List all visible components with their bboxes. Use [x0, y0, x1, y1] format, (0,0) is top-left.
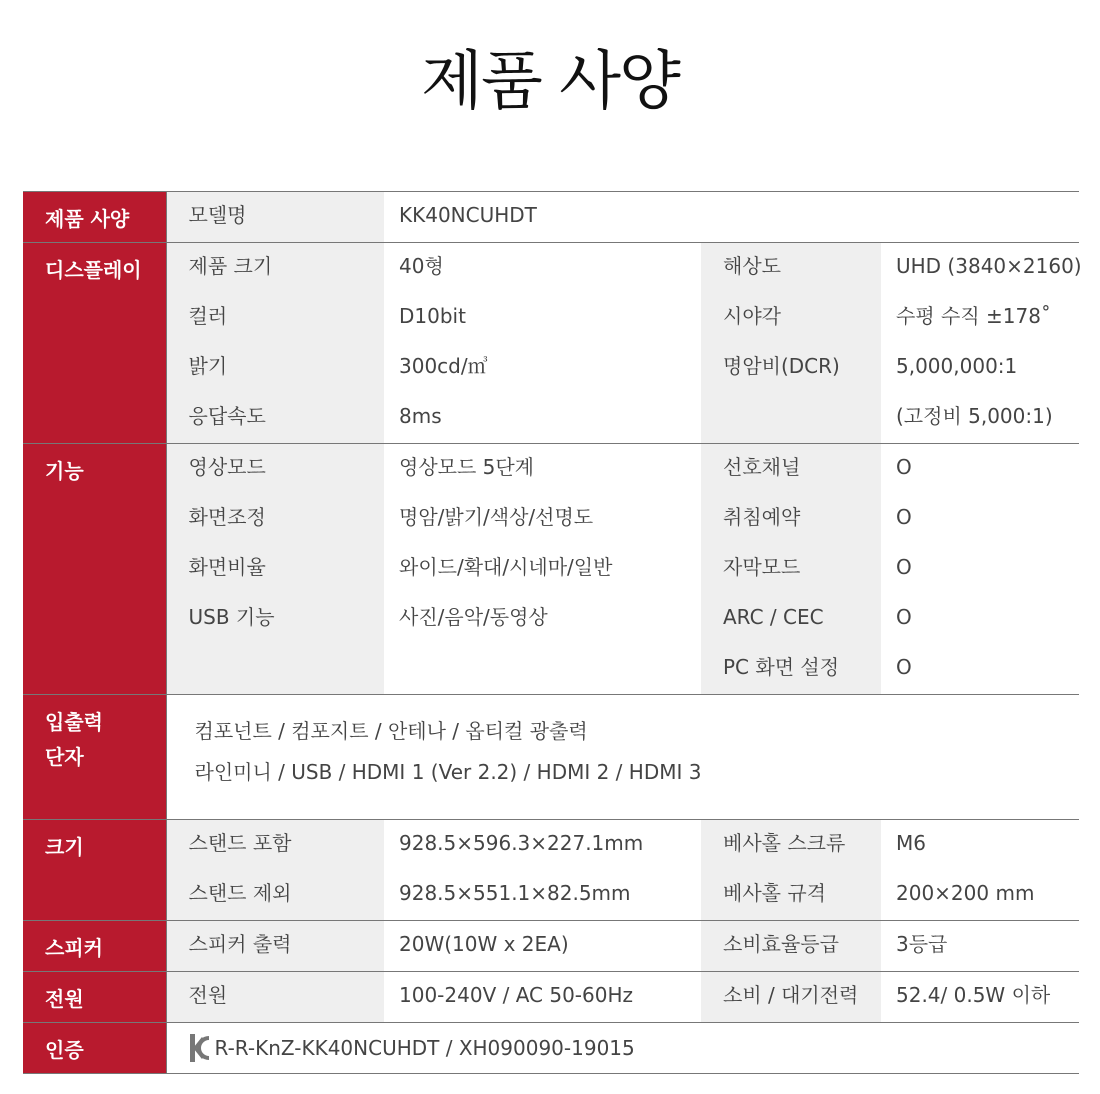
spec-label — [166, 544, 384, 594]
spec-value — [384, 393, 701, 444]
spec-label-text: 소비 / 대기전력 — [723, 983, 859, 1007]
spec-label — [701, 921, 881, 972]
spec-label — [701, 494, 881, 544]
spec-value-text: O — [896, 655, 912, 679]
spec-label-text: 해상도 — [723, 254, 781, 278]
category-cell — [23, 1023, 166, 1074]
category-label: 인증 — [45, 1038, 84, 1062]
spec-value — [384, 870, 701, 921]
spec-value-text — [384, 644, 701, 694]
spec-label — [701, 594, 881, 644]
spec-value — [384, 644, 701, 695]
spec-label-text: 영상모드 — [188, 455, 266, 479]
spec-label — [166, 594, 384, 644]
category-label: 제품 사양 — [45, 207, 130, 231]
spec-label — [166, 243, 384, 294]
spec-value-text: D10bit — [399, 304, 466, 328]
category-label: 전원 — [45, 987, 84, 1011]
spec-label — [701, 393, 881, 444]
spec-value — [384, 293, 701, 343]
spec-value-text: O — [896, 555, 912, 579]
spec-value-text: 명암/밝기/색상/선명도 — [399, 505, 594, 529]
spec-value-text: 영상모드 5단계 — [399, 455, 535, 479]
category-cell — [23, 972, 166, 1023]
spec-label-text: 자막모드 — [723, 555, 801, 579]
spec-row — [23, 644, 1079, 695]
spec-label-text: PC 화면 설정 — [723, 655, 840, 679]
spec-value-text: 300cd/㎥ — [399, 354, 488, 378]
spec-value-text: 3등급 — [896, 932, 948, 956]
spec-value-text: 5,000,000:1 — [896, 354, 1018, 378]
spec-section-cert — [23, 1023, 1079, 1074]
spec-row — [23, 393, 1079, 444]
spec-value — [881, 820, 1079, 871]
spec-label — [166, 644, 384, 695]
spec-row — [23, 444, 1079, 495]
category-cell — [23, 921, 166, 972]
category-label: 크기 — [45, 835, 84, 859]
spec-label-text: 명암비(DCR) — [723, 354, 840, 378]
spec-label — [166, 921, 384, 972]
spec-section-io — [23, 695, 1079, 820]
category-cell — [23, 243, 166, 444]
spec-value — [881, 544, 1079, 594]
spec-label-text — [167, 644, 385, 694]
spec-label-text: 선호채널 — [723, 455, 801, 479]
spec-value — [881, 494, 1079, 544]
spec-value-text: 928.5×596.3×227.1mm — [399, 831, 644, 855]
spec-label-text: 전원 — [188, 983, 228, 1007]
spec-label — [166, 293, 384, 343]
spec-value — [881, 870, 1079, 921]
spec-value-text: O — [896, 455, 912, 479]
category-cell — [23, 192, 166, 243]
spec-label — [701, 444, 881, 495]
spec-label — [701, 544, 881, 594]
spec-row — [23, 544, 1079, 594]
spec-value — [881, 343, 1079, 393]
spec-label-text: 베사홀 규격 — [723, 881, 826, 905]
spec-label — [166, 192, 384, 243]
spec-row — [23, 594, 1079, 644]
spec-label-text — [701, 393, 881, 443]
spec-value-text: O — [896, 605, 912, 629]
spec-label-text: 스피커 출력 — [188, 932, 292, 956]
spec-row — [23, 192, 1079, 243]
spec-value-text: M6 — [896, 831, 926, 855]
spec-label-text: 스탠드 포함 — [188, 831, 292, 855]
io-line: 라인미니 / USB / HDMI 1 (Ver 2.2) / HDMI 2 / HDMI 3 — [194, 760, 702, 784]
cert-cell — [166, 1023, 1079, 1074]
spec-label — [166, 820, 384, 871]
spec-label — [166, 393, 384, 444]
spec-value-text: 사진/음악/동영상 — [399, 605, 548, 629]
spec-label-text: 응답속도 — [188, 404, 266, 428]
spec-label-text: 취침예약 — [723, 505, 801, 529]
spec-value — [881, 444, 1079, 495]
spec-value — [384, 343, 701, 393]
category-label: 디스플레이 — [45, 258, 142, 282]
category-cell — [23, 695, 166, 820]
io-line: 컴포넌트 / 컴포지트 / 안테나 / 옵티컬 광출력 — [194, 719, 588, 743]
spec-value-text: 200×200 mm — [896, 881, 1035, 905]
spec-label-text: 시야각 — [723, 304, 781, 328]
spec-value — [384, 243, 701, 294]
spec-value — [881, 594, 1079, 644]
spec-label-text: 밝기 — [188, 354, 228, 378]
spec-value-text: O — [896, 505, 912, 529]
spec-value — [384, 921, 701, 972]
spec-value-text: 수평 수직 ±178˚ — [896, 304, 1051, 328]
spec-value-text: 52.4/ 0.5W 이하 — [896, 983, 1051, 1007]
spec-value — [881, 972, 1079, 1023]
spec-row — [23, 820, 1079, 871]
spec-label — [166, 972, 384, 1023]
spec-value-text: KK40NCUHDT — [399, 203, 537, 227]
spec-label-text: USB 기능 — [188, 605, 275, 629]
spec-value — [881, 293, 1079, 343]
spec-value — [384, 444, 701, 495]
cert-number: R-R-KnZ-KK40NCUHDT / XH090090-19015 — [214, 1036, 635, 1060]
category-label: 입출력 단자 — [45, 710, 103, 769]
spec-row — [23, 243, 1079, 294]
io-cell — [166, 695, 1079, 820]
spec-row — [23, 343, 1079, 393]
spec-value — [384, 544, 701, 594]
spec-label-text: 화면조정 — [188, 505, 266, 529]
spec-label — [701, 644, 881, 695]
spec-value — [881, 243, 1082, 294]
spec-value — [384, 192, 1079, 243]
spec-label-text: 베사홀 스크류 — [723, 831, 846, 855]
spec-value-text: 와이드/확대/시네마/일반 — [399, 555, 613, 579]
spec-label — [701, 243, 881, 294]
spec-row — [23, 870, 1079, 921]
spec-value — [384, 972, 701, 1023]
spec-row — [23, 293, 1079, 343]
spec-table — [23, 191, 1082, 1074]
spec-value — [384, 820, 701, 871]
spec-row — [23, 494, 1079, 544]
spec-value — [384, 494, 701, 544]
category-cell — [23, 444, 166, 695]
page-title: 제품 사양 — [421, 45, 679, 119]
category-label: 스피커 — [45, 936, 103, 960]
category-label: 기능 — [45, 459, 84, 483]
spec-value-text: (고정비 5,000:1) — [896, 404, 1053, 428]
spec-label-text: 화면비율 — [188, 555, 266, 579]
spec-label — [166, 870, 384, 921]
spec-label-text: ARC / CEC — [723, 605, 824, 629]
spec-label — [701, 972, 881, 1023]
spec-label-text: 제품 크기 — [188, 254, 273, 278]
spec-label-text: 모델명 — [188, 203, 247, 227]
spec-value-text: 40형 — [399, 254, 444, 278]
spec-label-text: 컬러 — [188, 304, 228, 328]
spec-label — [701, 343, 881, 393]
spec-value — [881, 644, 1079, 695]
spec-label-text: 소비효율등급 — [723, 932, 839, 956]
spec-label — [166, 343, 384, 393]
spec-value — [881, 921, 1079, 972]
spec-row — [23, 921, 1079, 972]
spec-value-text: 928.5×551.1×82.5mm — [399, 881, 631, 905]
spec-row — [23, 972, 1079, 1023]
spec-label — [701, 293, 881, 343]
category-cell — [23, 820, 166, 921]
kc-mark-icon — [189, 1033, 211, 1063]
spec-value — [384, 594, 701, 644]
spec-label — [166, 444, 384, 495]
spec-label — [701, 870, 881, 921]
spec-value-text: 20W(10W x 2EA) — [399, 932, 569, 956]
spec-value-text: 100-240V / AC 50-60Hz — [399, 983, 634, 1007]
spec-label — [166, 494, 384, 544]
spec-value — [881, 393, 1079, 444]
spec-value-text: UHD (3840×2160) — [896, 254, 1082, 278]
spec-label-text: 스탠드 제외 — [188, 881, 292, 905]
spec-label — [701, 820, 881, 871]
spec-value-text: 8ms — [399, 404, 442, 428]
